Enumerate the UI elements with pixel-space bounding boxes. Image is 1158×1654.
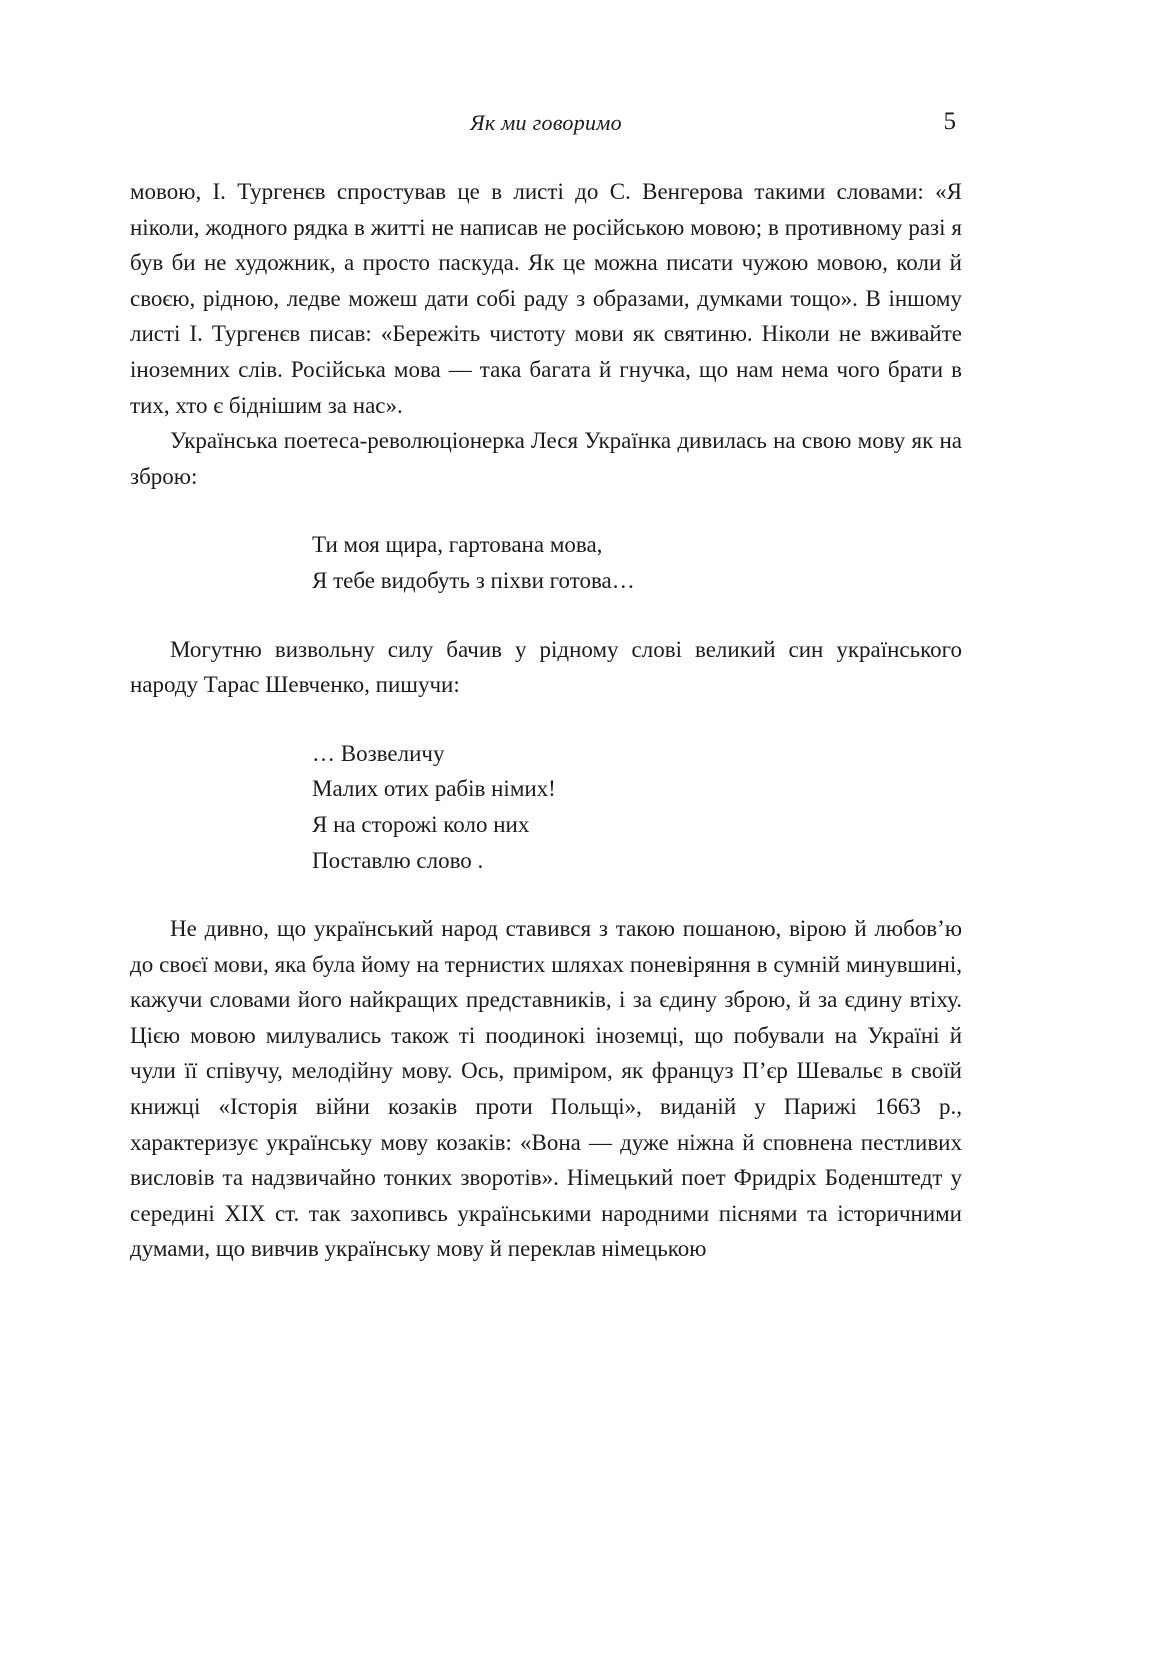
paragraph: Могутню визвольну силу бачив у рідному слові великий син українського народу Тарас Шевченко, пишучи: xyxy=(130,636,962,698)
verse-line: … Возвеличу xyxy=(312,740,445,766)
verse-line: Малих отих рабів німих! xyxy=(312,776,556,802)
page-number: 5 xyxy=(943,108,956,135)
running-title: Як ми говоримо xyxy=(470,110,622,135)
verse-line: Ти моя щира, гартована мова, xyxy=(312,532,603,558)
verse-block xyxy=(312,736,962,878)
paragraph: Українська поетеса-революціонерка Леся Українка дивилась на свою мову як на зброю: xyxy=(130,428,962,489)
verse-line: Поставлю слово . xyxy=(312,847,484,873)
paragraph: Не дивно, що український народ ставився з такою пошаною, вірою й любов’ю до своєї мови, яка була йому на тернистих шляхах поневіряння в сумній минувшині, кажучи словами його найкращих представників, і за єдину зброю, й за єдину втіху. Цією мовою милувались також ті поодинокі іноземці, що побували на Україні й чули її співучу, мелодійну мову. Ось, приміром, як француз П’єр Шевальє в своїй книжці «Історія війни козаків проти Польщі», виданій у Парижі 1663 р., характеризує українську мову козаків: «Вона — дуже ніжна й сповнена пестливих висловів та надзвичайно тонких зворотів». Німецький поет Фридріх Боденштедт у середині XIX ст. так захопивсь українськими народними піснями та історичними думами, що вивчив українську мову й переклав німецькою xyxy=(130,916,962,1262)
page-body xyxy=(130,174,962,1267)
page-header xyxy=(130,110,962,144)
verse-line: Я тебе видобуть з піхви готова… xyxy=(312,567,635,593)
verse-line: Я на сторожі коло них xyxy=(312,811,530,837)
paragraph: мовою, І. Тургенєв спростував це в листі до С. Венгерова такими словами: «Я ніколи, жодного рядка в житті не написав не російською мовою; в противному разі я був би не художник, а просто паскуда. Як це можна писати чужою мовою, коли й своєю, рідною, ледве можеш дати собі раду з образами, думками тощо». В іншому листі І. Тургенєв писав: «Бережіть чистоту мови як святиню. Ніколи не вживайте іноземних слів. Російська мова — така багата й гнучка, що нам нема чого брати в тих, хто є біднішим за нас». xyxy=(130,179,962,418)
verse-block xyxy=(312,527,962,598)
